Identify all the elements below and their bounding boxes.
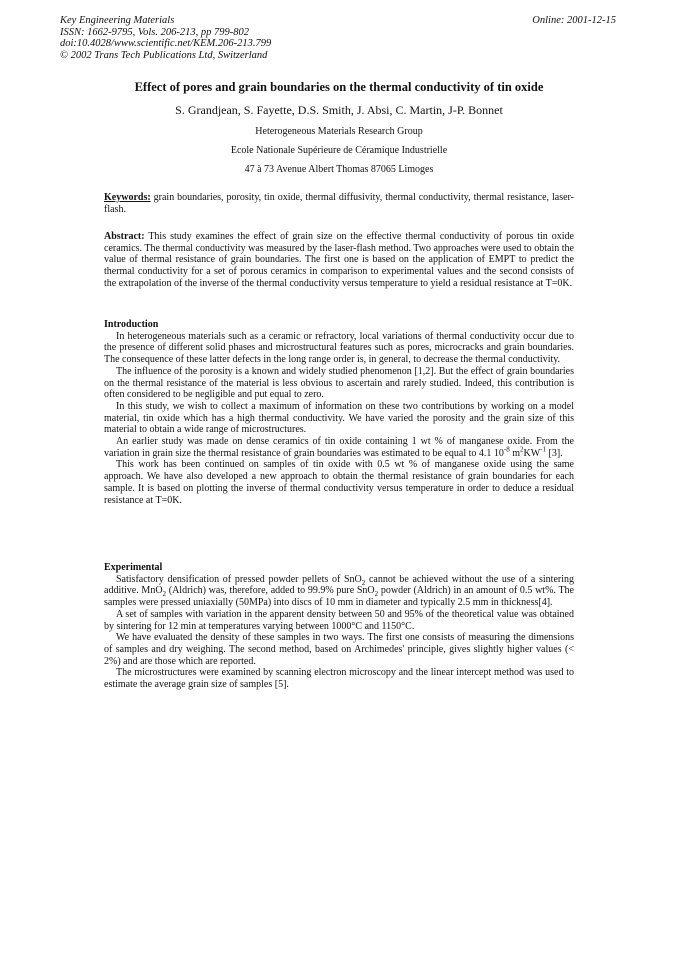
- copyright-line: © 2002 Trans Tech Publications Ltd, Switzerland: [60, 49, 268, 61]
- experimental-paragraph: A set of samples with variation in the apparent density between 50 and 95% of the theoretical value was obtained by sintering for 12 min at temperatures varying between 1000°C and 1150°C.: [104, 608, 574, 632]
- journal-header: [60, 15, 271, 61]
- experimental-paragraph: We have evaluated the density of these samples in two ways. The first one consists of measuring the dimensions of samples and dry weighing. The second method, based on Archimedes' principle, gives slightly higher values (< 2%) and are those which are reported.: [104, 632, 574, 667]
- abstract-text: This study examines the effect of grain size on the effective thermal conductivity of porous tin oxide ceramics. The thermal conductivity was measured by the laser-flash method. Two approaches were used to obtain the value of thermal resistance of grain boundaries. The first one is based on the application of EMPT to predict the thermal conductivity for a set of porous ceramics in comparison to experimental values and the second consists of the extrapolation of the inverse of the thermal conductivity versus temperature to yield a residual resistance at T=0K.: [104, 231, 574, 289]
- experimental-paragraph: The microstructures were examined by scanning electron microscopy and the linear intercept method was used to estimate the average grain size of samples [5].: [104, 667, 574, 691]
- affiliation-group: Heterogeneous Materials Research Group: [255, 126, 423, 137]
- introduction-paragraph: This work has been continued on samples of tin oxide with 0.5 wt % of manganese oxide using the same approach. We have also developed a new approach to obtain the thermal resistance of grain boundaries for each sample. It is based on plotting the inverse of thermal conductivity versus temperature in order to deduce a residual resistance at T=0K.: [104, 459, 574, 506]
- issn-line: ISSN: 1662-9795, Vols. 206-213, pp 799-802: [60, 26, 249, 38]
- journal-name: Key Engineering Materials: [60, 15, 175, 26]
- experimental-heading: Experimental: [104, 562, 163, 573]
- introduction-paragraph: In heterogeneous materials such as a ceramic or refractory, local variations of thermal conductivity occur due to the presence of different solid phases and microstructural features such as pores, microcracks and grain boundaries. The consequence of these latter defects in the long range order is, in general, to decrease the thermal conductivity.: [104, 330, 574, 366]
- doi-line: doi:10.4028/www.scientific.net/KEM.206-213.799: [60, 38, 272, 49]
- keywords-text: grain boundaries, porosity, tin oxide, thermal diffusivity, thermal conductivity, thermal resistance, laser-flash.: [104, 192, 574, 215]
- introduction-paragraph: An earlier study was made on dense ceramics of tin oxide containing 1 wt % of manganese oxide. From the variation in grain size the thermal resistance of grain boundaries was estimated to be equal to 4.1 $10^{-8}$ $m^2KW^{-1}$ [3].: [104, 436, 574, 459]
- abstract-label: Abstract:: [104, 231, 145, 242]
- author-list: S. Grandjean, S. Fayette, D.S. Smith, J. Absi, C. Martin, J-P. Bonnet: [175, 103, 503, 117]
- abstract-block: [104, 231, 574, 290]
- affiliation-school: Ecole Nationale Supérieure de Céramique Industrielle: [230, 145, 448, 156]
- experimental-paragraph: Satisfactory densification of pressed powder pellets of SnO$_2$ cannot be achieved without the use of a sintering additive. MnO$_2$ (Aldrich) was, therefore, added to 99.9% pure SnO$_2$ powder (Aldrich) in an amount of 0.5 wt%. The samples were pressed uniaxially (50MPa) into discs of 10 mm in diameter and typically 2.5 mm in thickness[4].: [104, 573, 574, 609]
- online-date: Online: 2001-12-15: [532, 15, 616, 26]
- introduction-heading: Introduction: [104, 319, 159, 330]
- keywords-block: [104, 192, 574, 215]
- paper-title: Effect of pores and grain boundaries on the thermal conductivity of tin oxide: [134, 80, 544, 94]
- keywords-label: Keywords:: [104, 192, 151, 203]
- experimental-section: [104, 562, 574, 691]
- introduction-paragraph: In this study, we wish to collect a maximum of information on these two contributions by working on a model material, tin oxide which has a high thermal conductivity. We have varied the porosity and the grain size of this material to obtain a wide range of microstructures.: [104, 400, 574, 436]
- introduction-paragraph: The influence of the porosity is a known and widely studied phenomenon [1,2]. But the effect of grain boundaries on the thermal resistance of the material is less obvious to ascertain and rarely studied. Indeed, this contribution is often considered to be negligible and put equal to zero.: [104, 365, 574, 401]
- affiliation-address: 47 à 73 Avenue Albert Thomas 87065 Limoges: [244, 164, 434, 175]
- introduction-section: [104, 319, 574, 506]
